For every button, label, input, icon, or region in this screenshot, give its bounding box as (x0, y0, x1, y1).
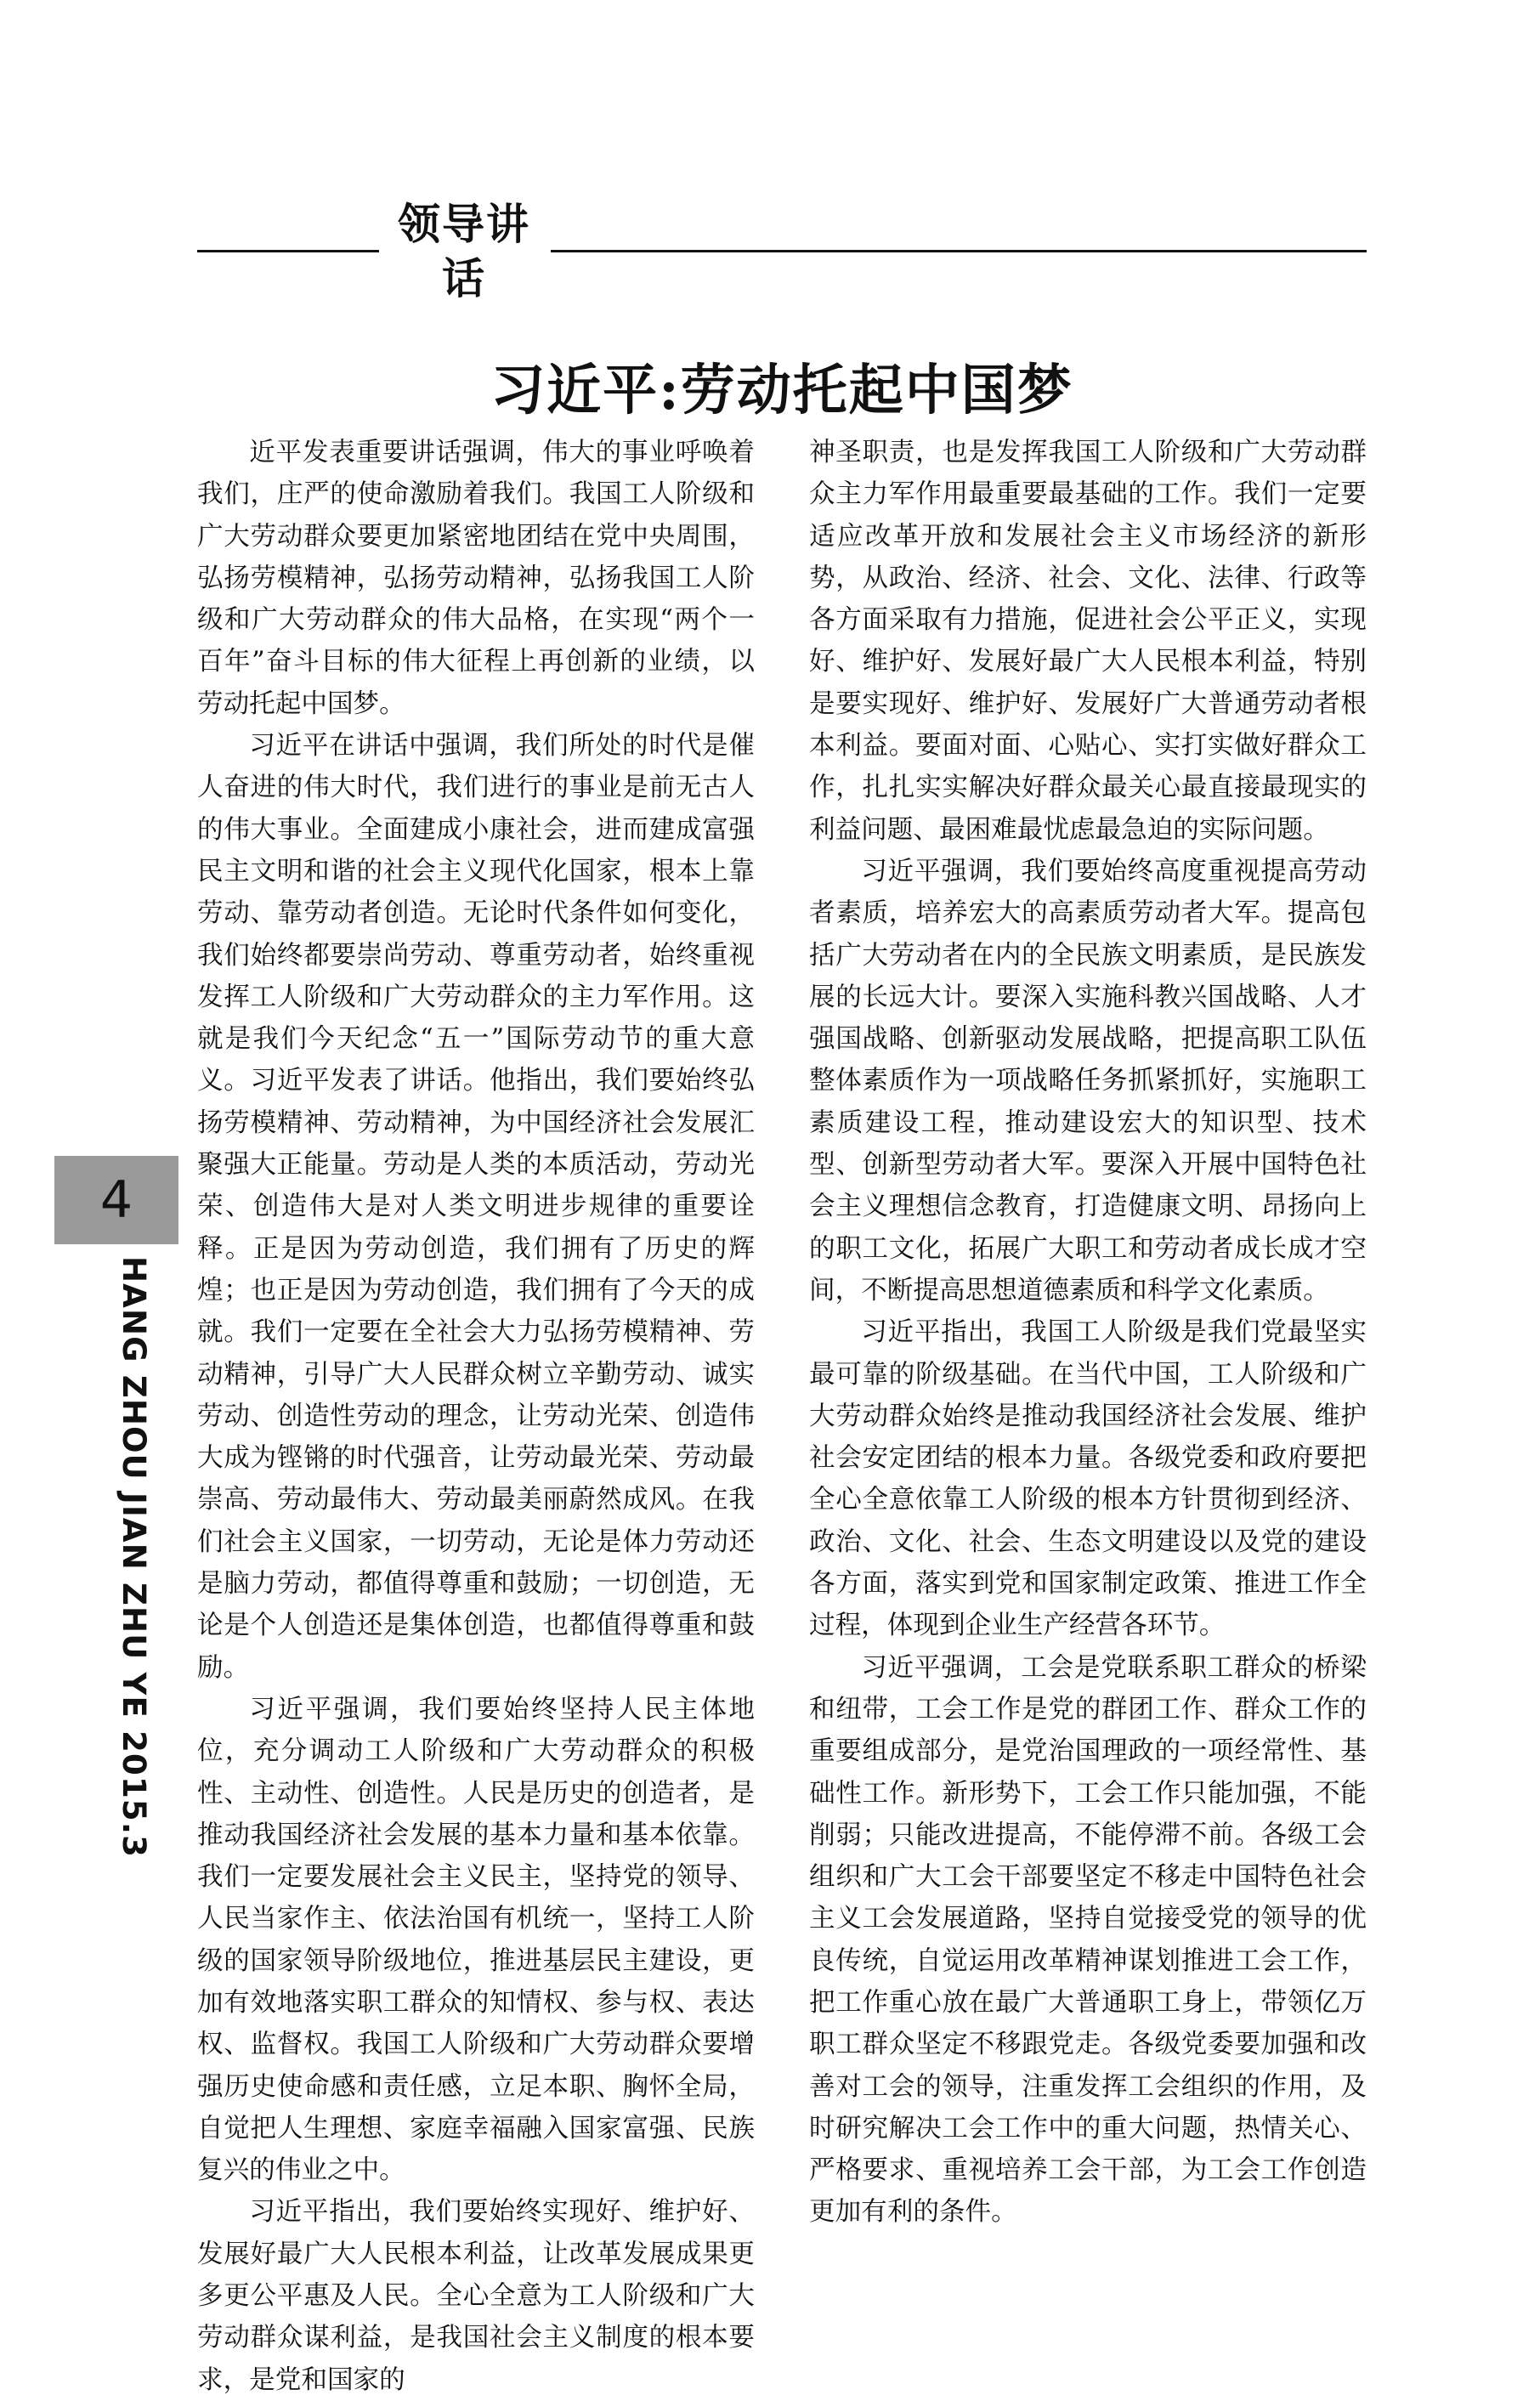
paragraph: 习近平指出，我国工人阶级是我们党最坚实最可靠的阶级基础。在当代中国，工人阶级和广大劳动群众始终是推动我国经济社会发展、维护社会安定团结的根本力量。各级党委和政府要把全心全意依靠工人阶级的根本方针贯彻到经济、政治、文化、社会、生态文明建设以及党的建设各方面，落实到党和国家制定政策、推进工作全过程，体现到企业生产经营各环节。 (809, 1317, 1367, 1641)
page-number: 4 (99, 1170, 133, 1230)
paragraph: 习近平强调，我们要始终坚持人民主体地位，充分调动工人阶级和广大劳动群众的积极性、主动性、创造性。人民是历史的创造者，是推动我国经济社会发展的基本力量和基本依靠。我们一定要发展社会主义民主，坚持党的领导、人民当家作主、依法治国有机统一，坚持工人阶级的国家领导阶级地位，推进基层民主建设，更加有效地落实职工群众的知情权、参与权、表达权、监督权。我国工人阶级和广大劳动群众要增强历史使命感和责任感，立足本职、胸怀全局，自觉把人生理想、家庭幸福融入国家富强、民族复兴的伟业之中。 (197, 1694, 755, 2186)
page-number-tab (54, 1156, 178, 1244)
paragraph: 习近平指出，我们要始终实现好、维护好、发展好最广大人民根本利益，让改革发展成果更多更公平惠及人民。全心全意为工人阶级和广大劳动群众谋利益，是我国社会主义制度的根本要求，是党和国家的 (197, 2197, 755, 2395)
paragraph: 近平发表重要讲话强调，伟大的事业呼唤着我们，庄严的使命激励着我们。我国工人阶级和广大劳动群众要更加紧密地团结在党中央周围，弘扬劳模精神，弘扬劳动精神，弘扬我国工人阶级和广大劳动群众的伟大品格，在实现“两个一百年”奋斗目标的伟大征程上再创新的业绩，以劳动托起中国梦。 (197, 438, 755, 719)
journal-side-label: HANG ZHOU JIAN ZHU YE 2015.3 (116, 1256, 152, 1859)
paragraph: 习近平强调，工会是党联系职工群众的桥梁和纽带，工会工作是党的群团工作、群众工作的重要组成部分，是党治国理政的一项经常性、基础性工作。新形势下，工会工作只能加强，不能削弱；只能改进提高，不能停滞不前。各级工会组织和广大工会干部要坚定不移走中国特色社会主义工会发展道路，坚持自觉接受党的领导的优良传统，自觉运用改革精神谋划推进工会工作，把工作重心放在最广大普通职工身上，带领亿万职工群众坚定不移跟党走。各级党委要加强和改善对工会的领导，注重发挥工会组织的作用，及时研究解决工会工作中的重大问题，热情关心、严格要求、重视培养工会干部，为工会工作创造更加有利的条件。 (809, 1652, 1367, 2228)
left-column (197, 432, 755, 2401)
paragraph: 习近平在讲话中强调，我们所处的时代是催人奋进的伟大时代，我们进行的事业是前无古人的伟大事业。全面建成小康社会，进而建成富强民主文明和谐的社会主义现代化国家，根本上靠劳动、靠劳动者创造。无论时代条件如何变化，我们始终都要崇尚劳动、尊重劳动者，始终重视发挥工人阶级和广大劳动群众的主力军作用。这就是我们今天纪念“五一”国际劳动节的重大意义。习近平发表了讲话。他指出，我们要始终弘扬劳模精神、劳动精神，为中国经济社会发展汇聚强大正能量。劳动是人类的本质活动，劳动光荣、创造伟大是对人类文明进步规律的重要诠释。正是因为劳动创造，我们拥有了历史的辉煌；也正是因为劳动创造，我们拥有了今天的成就。我们一定要在全社会大力弘扬劳模精神、劳动精神，引导广大人民群众树立辛勤劳动、诚实劳动、创造性劳动的理念，让劳动光荣、创造伟大成为铿锵的时代强音，让劳动最光荣、劳动最崇高、劳动最伟大、劳动最美丽蔚然成风。在我们社会主义国家，一切劳动，无论是体力劳动还是脑力劳动，都值得尊重和鼓励；一切创造，无论是个人创造还是集体创造，也都值得尊重和鼓励。 (197, 731, 755, 1683)
section-rule-right (551, 250, 1367, 252)
article-title: 习近平:劳动托起中国梦 (490, 358, 1073, 422)
right-column (809, 432, 1367, 2234)
paragraph: 习近平强调，我们要始终高度重视提高劳动者素质，培养宏大的高素质劳动者大军。提高包括广大劳动者在内的全民族文明素质，是民族发展的长远大计。要深入实施科教兴国战略、人才强国战略、创新驱动发展战略，把提高职工队伍整体素质作为一项战略任务抓紧抓好，实施职工素质建设工程，推动建设宏大的知识型、技术型、创新型劳动者大军。要深入开展中国特色社会主义理想信念教育，打造健康文明、昂扬向上的职工文化，拓展广大职工和劳动者成长成才空间，不断提高思想道德素质和科学文化素质。 (809, 856, 1367, 1305)
paragraph-continued: 神圣职责，也是发挥我国工人阶级和广大劳动群众主力军作用最重要最基础的工作。我们一定要适应改革开放和发展社会主义市场经济的新形势，从政治、经济、社会、文化、法律、行政等各方面采取有力措施，促进社会公平正义，实现好、维护好、发展好最广大人民根本利益，特别是要实现好、维护好、发展好广大普通劳动者根本利益。要面对面、心贴心、实打实做好群众工作，扎扎实实解决好群众最关心最直接最现实的利益问题、最困难最忧虑最急迫的实际问题。 (809, 438, 1367, 845)
section-rule-left (197, 250, 379, 252)
section-title: 领导讲话 (398, 200, 530, 303)
